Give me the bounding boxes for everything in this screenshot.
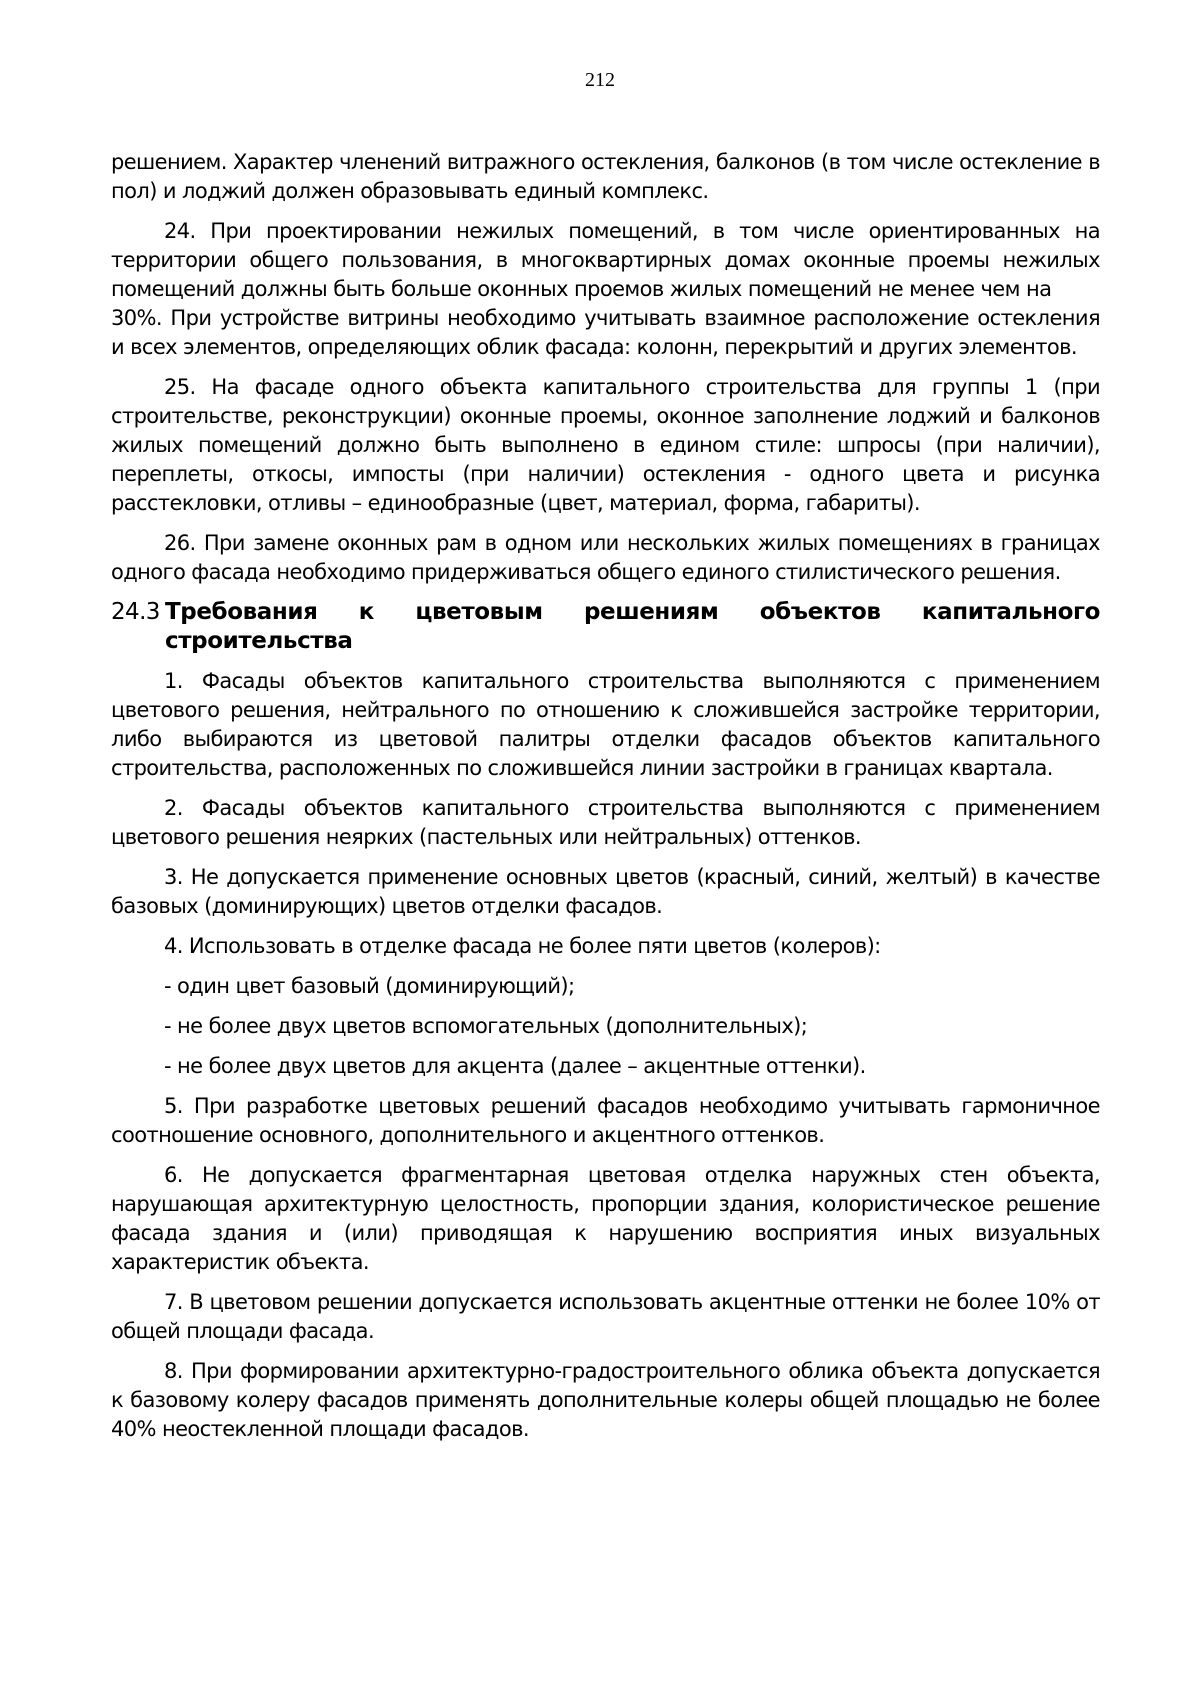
page-number: 212	[585, 69, 615, 91]
section-heading	[111, 598, 1100, 656]
list-item-6: 6. Не допускается фрагментарная цветовая отделка наружных стен объекта, нарушающая архитектурную целостность, пропорции здания, колористическое решение фасада здания и (или) приводящая к нарушению восприятия иных визуальных характеристик объекта.	[111, 1163, 1100, 1274]
list-item-4-sub-c: - не более двух цветов для акцента (далее – акцентные оттенки).	[164, 1054, 866, 1078]
paragraph-continuation: решением. Характер членений витражного остекления, балконов (в том числе остекление в пол) и лоджий должен образовывать единый комплекс.	[111, 150, 1100, 203]
section-title-line-2: строительства	[165, 628, 353, 654]
section-title-line-1: Требования к цветовым решениям объектов капитального	[165, 599, 1100, 625]
list-item-7: 7. В цветовом решении допускается использовать акцентные оттенки не более 10% от общей площади фасада.	[111, 1290, 1100, 1343]
paragraph-24-continuation: 30%. При устройстве витрины необходимо учитывать взаимное расположение остекления и всех элементов, определяющих облик фасада: колонн, перекрытий и других элементов.	[111, 306, 1100, 359]
paragraph-24	[111, 217, 1100, 362]
list-item-4-sub-b: - не более двух цветов вспомогательных (дополнительных);	[164, 1014, 808, 1038]
paragraph-25: 25. На фасаде одного объекта капитального строительства для группы 1 (при строительстве, реконструкции) оконные проемы, оконное заполнение лоджий и балконов жилых помещений должно быть выполнено в едином стиле: шпросы (при наличии), переплеты, откосы, импосты (при наличии) остекления - одного цвета и рисунка расстекловки, отливы – единообразные (цвет, материал, форма, габариты).	[111, 375, 1100, 515]
list-item-1: 1. Фасады объектов капитального строительства выполняются с применением цветового решения, нейтрального по отношению к сложившейся застройке территории, либо выбираются из цветовой палитры отделки фасадов объектов капитального строительства, расположенных по сложившейся линии застройки в границах квартала.	[111, 669, 1100, 780]
list-item-4-sub-a: - один цвет базовый (доминирующий);	[164, 974, 575, 998]
section-number: 24.3	[111, 599, 160, 625]
list-item-5: 5. При разработке цветовых решений фасадов необходимо учитывать гармоничное соотношение основного, дополнительного и акцентного оттенков.	[111, 1094, 1100, 1147]
list-item-8: 8. При формировании архитектурно-градостроительного облика объекта допускается к базовому колеру фасадов применять дополнительные колеры общей площадью не более 40% неостекленной площади фасадов.	[111, 1359, 1100, 1441]
list-item-4: 4. Использовать в отделке фасада не более пяти цветов (колеров):	[164, 934, 881, 958]
list-item-3: 3. Не допускается применение основных цветов (красный, синий, желтый) в качестве базовых (доминирующих) цветов отделки фасадов.	[111, 865, 1100, 918]
section-title	[165, 598, 1100, 656]
paragraph-26: 26. При замене оконных рам в одном или нескольких жилых помещениях в границах одного фасада необходимо придерживаться общего единого стилистического решения.	[111, 531, 1100, 584]
document-body	[111, 148, 1100, 1455]
list-item-2: 2. Фасады объектов капитального строительства выполняются с применением цветового решения неярких (пастельных или нейтральных) оттенков.	[111, 796, 1100, 849]
paragraph-24-text: 24. При проектировании нежилых помещений, в том числе ориентированных на территории общего пользования, в многоквартирных домах оконные проемы нежилых помещений должны быть больше оконных проемов жилых помещений не менее чем на	[111, 219, 1100, 301]
